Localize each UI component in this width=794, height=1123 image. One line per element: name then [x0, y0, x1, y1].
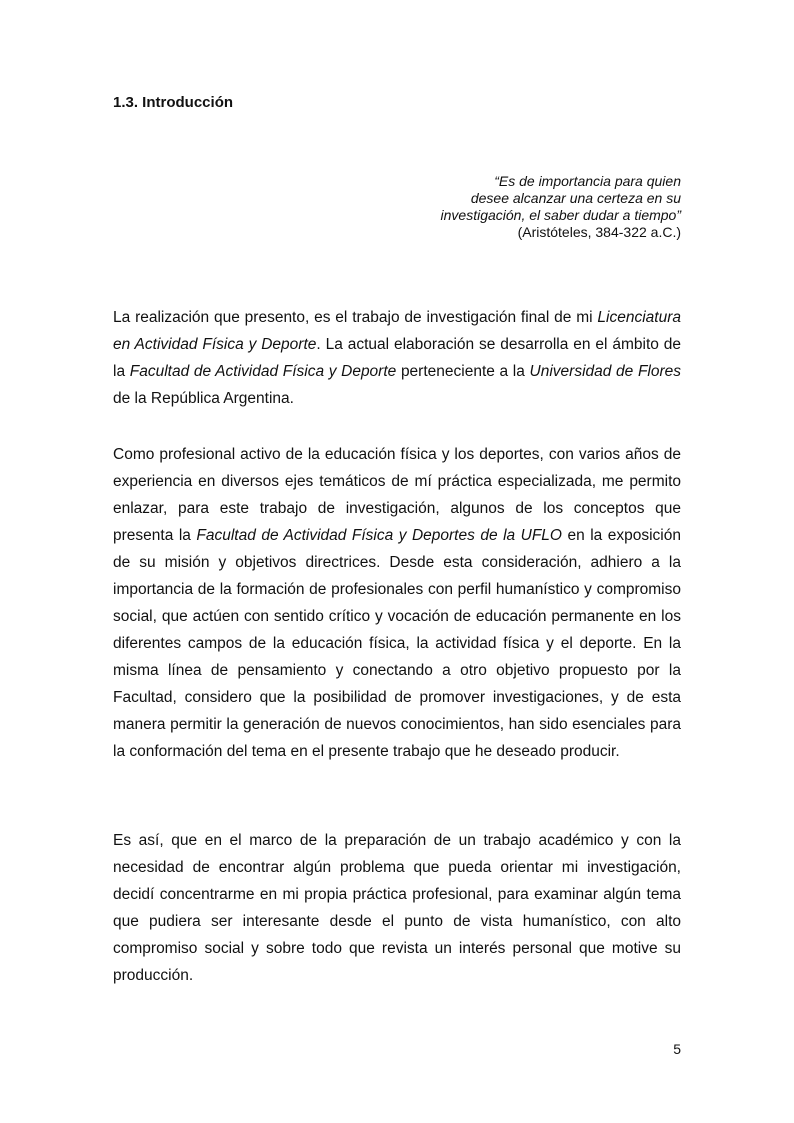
paragraph-1-italic-1: Licenciatura en Actividad Física y Deporte: [113, 309, 681, 353]
paragraph-3: Es así, que en el marco de la preparación de un trabajo académico y con la necesidad de encontrar algún problema que pueda orientar mi investigación, decidí concentrarme en mi propia práctica profesional, para examinar algún tema que pudiera ser interesante desde el punto de vista humanístico, con alto compromiso social y sobre todo que revista un interés personal que motive su producción.: [113, 832, 681, 984]
paragraph-1-text-1: La realización que presento, es el trabajo de investigación final de mi: [113, 309, 598, 326]
epigraph-quote-line-1: “Es de importancia para quien: [494, 173, 681, 189]
paragraph-1-italic-3: Universidad de Flores: [529, 363, 682, 380]
paragraph-2-italic-1: Facultad de Actividad Física y Deportes de la UFLO: [196, 527, 562, 544]
epigraph-source: (Aristóteles, 384-322 a.C.): [517, 224, 681, 240]
section-heading: 1.3. Introducción: [113, 94, 234, 111]
paragraph-2-text-2: en la exposición de su misión y objetivos directrices. Desde esta consideración, adhiero a la importancia de la formación de profesionales con perfil humanístico y compromiso social, que actúen con sentido crítico y vocación de educación permanente en los diferentes campos de la educación física, la actividad física y el deporte. En la misma línea de pensamiento y conectando a otro objetivo propuesto por la Facultad, considero que la posibilidad de promover investigaciones, y de esta manera permitir la generación de nuevos conocimientos, han sido esenciales para la conformación del tema en el presente trabajo que he deseado producir.: [113, 527, 681, 760]
paragraph-1-text-2: . La actual elaboración se desarrolla en el ámbito de la: [113, 336, 682, 380]
epigraph: [380, 173, 681, 241]
paragraph-1-text-4: de la República Argentina.: [113, 390, 294, 407]
paragraph-1-italic-2: Facultad de Actividad Física y Deporte: [129, 363, 397, 380]
epigraph-quote-line-3: investigación, el saber dudar a tiempo”: [440, 207, 681, 223]
paragraph-2: [113, 441, 681, 765]
paragraph-1: [113, 304, 681, 412]
paragraph-2-text-1: Como profesional activo de la educación física y los deportes, con varios años de experiencia en diversos ejes temáticos de mí práctica especializada, me permito enlazar, para este trabajo de investigación, algunos de los conceptos que presenta la: [113, 446, 681, 544]
page-number: 5: [673, 1041, 681, 1057]
epigraph-quote-line-2: desee alcanzar una certeza en su: [470, 190, 681, 206]
paragraph-1-text-3: perteneciente a la: [396, 363, 530, 380]
